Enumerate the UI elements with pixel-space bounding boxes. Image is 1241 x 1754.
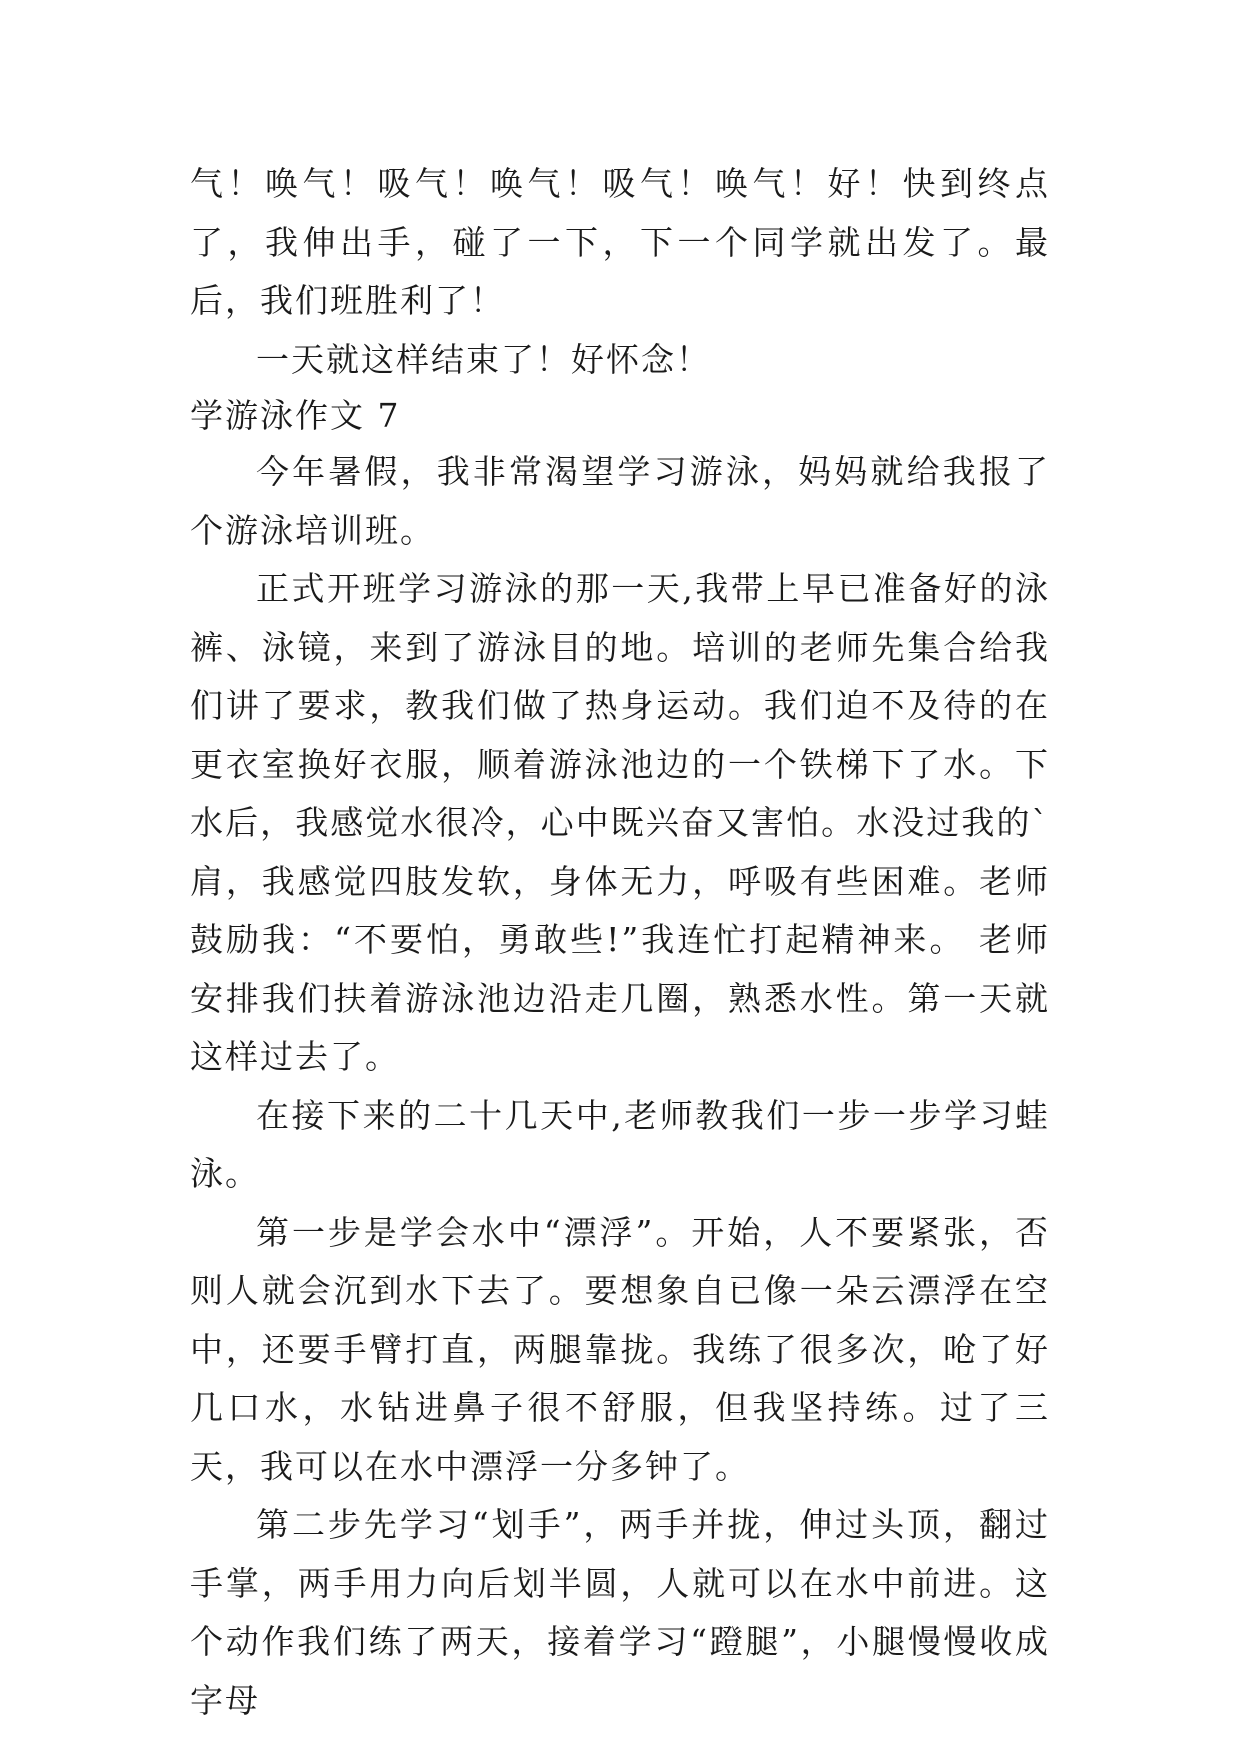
paragraph-3: 今年暑假，我非常渴望学习游泳，妈妈就给我报了个游泳培训班。: [190, 452, 1050, 550]
paragraph-1: 气！唤气！吸气！唤气！吸气！唤气！好！快到终点了，我伸出手，碰了一下，下一个同学就出发了。最后，我们班胜利了！: [190, 164, 1050, 320]
paragraph-6: 第一步是学会水中“漂浮”。开始，人不要紧张，否则人就会沉到水下去了。要想象自已像一朵云漂浮在空中，还要手臂打直，两腿靠拢。我练了很多次，呛了好几口水，水钻进鼻子很不舒服，但我坚持练。过了三天，我可以在水中漂浮一分多钟了。: [190, 1212, 1050, 1486]
section-heading: 学游泳作文 7: [190, 396, 401, 435]
paragraph-4: 正式开班学习游泳的那一天,我带上早已准备好的泳裤、泳镜，来到了游泳目的地。培训的老师先集合给我们讲了要求，教我们做了热身运动。我们迫不及待的在更衣室换好衣服，顺着游泳池边的一个铁梯下了水。下水后，我感觉水很冷，心中既兴奋又害怕。水没过我的`肩，我感觉四肢发软，身体无力，呼吸有些困难。老师鼓励我：“不要怕，勇敢些!”我连忙打起精神来。 老师安排我们扶着游泳池边沿走几圈，熟悉水性。第一天就这样过去了。: [190, 569, 1050, 1076]
paragraph-5: 在接下来的二十几天中,老师教我们一步一步学习蛙泳。: [190, 1095, 1050, 1193]
paragraph-2: 一天就这样结束了！好怀念！: [256, 339, 711, 379]
paragraph-7: 第二步先学习“划手”，两手并拢，伸过头顶，翻过手掌，两手用力向后划半圆，人就可以在水中前进。这个动作我们练了两天，接着学习“蹬腿”，小腿慢慢收成字母: [190, 1505, 1050, 1720]
document-body: [190, 155, 1050, 1730]
